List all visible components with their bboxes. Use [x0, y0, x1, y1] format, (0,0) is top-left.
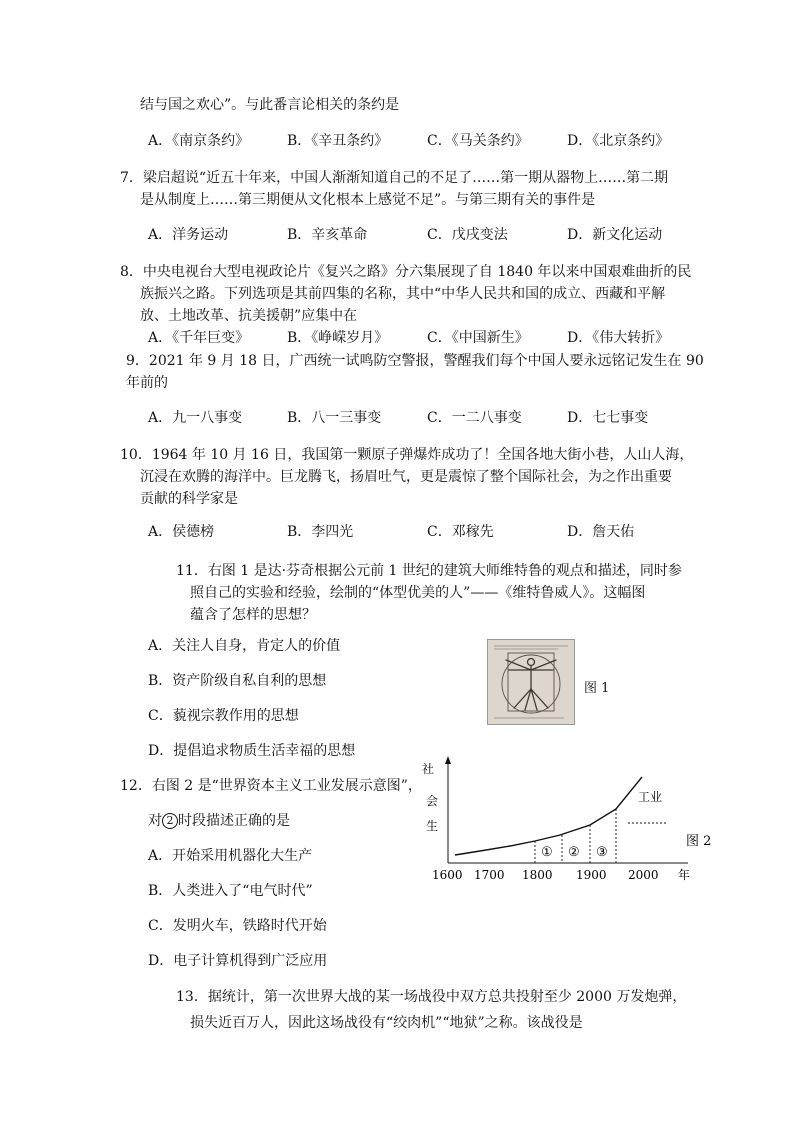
q12-option-b: B．人类进入了“电气时代” — [148, 883, 313, 899]
q11-stem-line1: 11．右图 1 是达·芬奇根据公元前 1 世纪的建筑大师维特鲁的观点和描述，同时参 — [176, 563, 682, 579]
figure-1-caption: 图 1 — [584, 681, 610, 696]
q8-option-c: C．《中国新生》 — [427, 330, 529, 346]
q9-option-a: A．九一八事变 — [148, 410, 243, 426]
chart-y-arrow — [445, 756, 451, 764]
chart-x-tick-1700: 1700 — [474, 868, 505, 882]
q11-option-b: B．资产阶级自私自利的思想 — [148, 673, 327, 689]
q12-option-a: A．开始采用机器化大生产 — [148, 848, 313, 864]
q9-stem-line1: 9．2021 年 9 月 18 日，广西统一试鸣防空警报，警醒我们每个中国人要永远铭记发生在 90 — [126, 353, 704, 369]
q12-stem-suffix: 时段描述正确的是 — [178, 813, 290, 829]
chart-x-unit: 年 — [678, 868, 691, 882]
chart-period-3: ③ — [596, 845, 608, 860]
q7-option-b: B．辛亥革命 — [287, 227, 368, 243]
q12-stem-line2 — [148, 811, 290, 831]
q10-stem-line2: 沉浸在欢腾的海洋中。巨龙腾飞，扬眉吐气，更是震惊了整个国际社会，为之作出重要 — [140, 469, 672, 485]
q6-option-c: C．《马关条约》 — [427, 133, 529, 149]
chart-x-tick-1800: 1800 — [522, 868, 553, 882]
chart-growth-curve — [455, 777, 642, 855]
q7-stem-line2: 是从制度上……第三期便从文化根本上感觉不足”。与第三期有关的事件是 — [140, 192, 596, 208]
q11-option-a: A．关注人自身，肯定人的价值 — [148, 638, 341, 654]
q12-option-d: D．电子计算机得到广泛应用 — [148, 953, 328, 969]
q6-option-d: D．《北京条约》 — [567, 133, 670, 149]
q7-option-a: A．洋务运动 — [148, 227, 229, 243]
q10-option-b: B．李四光 — [287, 524, 354, 540]
vitruvian-man-drawing — [488, 640, 574, 724]
q9-option-d: D．七七事变 — [567, 410, 649, 426]
q9-option-b: B．八一三事变 — [287, 410, 382, 426]
figure-2-caption: 图 2 — [686, 834, 712, 849]
q10-option-c: C．邓稼先 — [427, 524, 494, 540]
q10-option-a: A．侯德榜 — [148, 524, 215, 540]
q6-stem-continuation: 结与国之欢心”。与此番言论相关的条约是 — [140, 97, 400, 113]
q8-stem-line3: 放、土地改革、抗美援朝”应集中在 — [140, 308, 358, 324]
q13-stem-line1: 13．据统计，第一次世界大战的某一场战役中双方总共投射至少 2000 万发炮弹， — [176, 989, 687, 1005]
chart-ylabel-char-1: 社 — [422, 762, 435, 776]
chart-x-tick-1600: 1600 — [432, 868, 463, 882]
q9-option-c: C．一二八事变 — [427, 410, 522, 426]
q11-stem-line2: 照自己的实验和经验，绘制的“体型优美的人”——《维特鲁威人》。这幅图 — [190, 585, 646, 601]
q10-stem-line1: 10．1964 年 10 月 16 日，我国第一颗原子弹爆炸成功了！全国各地大街小巷，人山人海， — [120, 447, 694, 463]
q8-stem-line2: 族振兴之路。下列选项是其前四集的名称，其中“中华人民共和国的成立、西藏和平解 — [140, 286, 666, 302]
q8-option-b: B．《峥嵘岁月》 — [287, 330, 389, 346]
q11-stem-line3: 蕴含了怎样的思想？ — [190, 607, 316, 623]
chart-x-tick-2000: 2000 — [628, 868, 659, 882]
q12-stem-prefix: 对 — [148, 813, 162, 829]
chart-ylabel-char-3: 生 — [426, 819, 439, 833]
chart-ylabel-char-2: 会 — [426, 794, 439, 808]
q12-option-c: C．发明火车，铁路时代开始 — [148, 918, 327, 934]
q7-option-d: D．新文化运动 — [567, 227, 663, 243]
q7-stem-line1: 7．梁启超说“近五十年来，中国人渐渐知道自己的不足了……第一期从器物上……第二期 — [120, 170, 669, 186]
q13-stem-line2: 损失近百万人，因此这场战役有“绞肉机”“地狱”之称。该战役是 — [190, 1015, 583, 1031]
q12-circled-number: 2 — [162, 813, 178, 829]
vitruvian-man-image — [487, 639, 575, 725]
q9-stem-line2: 年前的 — [126, 375, 168, 391]
q12-stem-line1: 12．右图 2 是“世界资本主义工业发展示意图”， — [120, 778, 422, 794]
q8-option-d: D．《伟大转折》 — [567, 330, 670, 346]
industrial-development-chart — [410, 755, 720, 890]
q7-option-c: C．戊戌变法 — [427, 227, 508, 243]
q6-option-b: B．《辛丑条约》 — [287, 133, 389, 149]
q10-option-d: D．詹天佑 — [567, 524, 635, 540]
q8-option-a: A．《千年巨变》 — [148, 330, 250, 346]
q6-option-a: A．《南京条约》 — [148, 133, 250, 149]
chart-x-tick-1900: 1900 — [576, 868, 607, 882]
q11-option-d: D．提倡追求物质生活幸福的思想 — [148, 743, 356, 759]
q11-option-c: C．藐视宗教作用的思想 — [148, 708, 299, 724]
chart-period-2: ② — [568, 845, 580, 860]
chart-period-1: ① — [541, 845, 553, 860]
q10-stem-line3: 贡献的科学家是 — [140, 491, 238, 507]
q8-stem-line1: 8．中央电视台大型电视政论片《复兴之路》分六集展现了自 1840 年以来中国艰难曲折的民 — [120, 264, 692, 280]
chart-curve-label: 工业 — [638, 790, 663, 804]
